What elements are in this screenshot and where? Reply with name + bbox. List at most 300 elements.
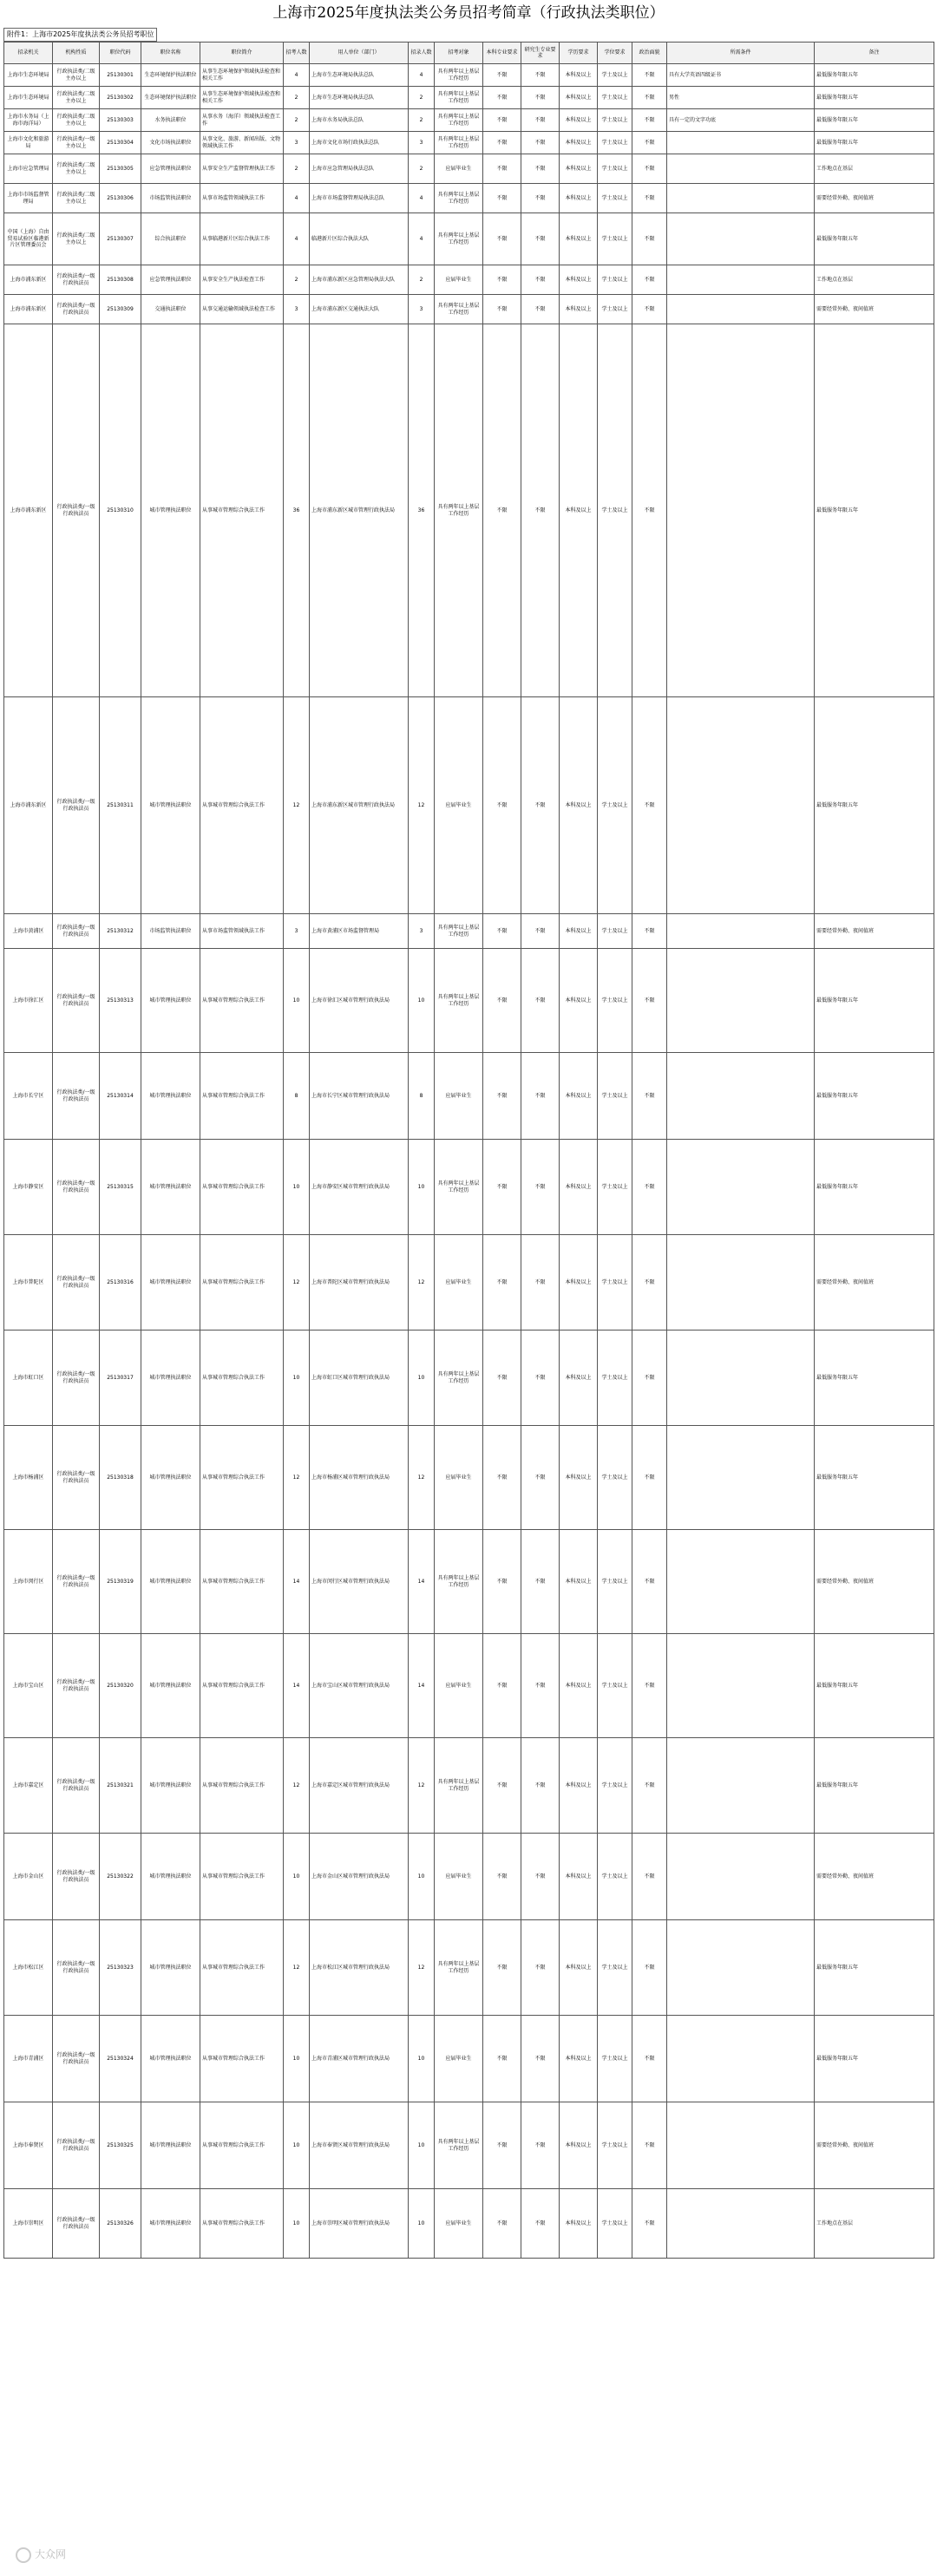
table-cell: 上海市普陀区 [4, 1235, 53, 1330]
table-cell: 不限 [521, 2189, 560, 2259]
table-cell: 2 [284, 154, 310, 184]
table-row [4, 1530, 934, 1634]
table-cell: 具有两年以上基层工作经历 [435, 64, 483, 87]
table-cell: 25130325 [100, 2102, 141, 2189]
table-cell: 上海市浦东新区城市管理行政执法局 [310, 697, 409, 914]
table-cell: 不限 [632, 949, 667, 1053]
table-cell: 本科及以上 [560, 2016, 598, 2102]
table-cell: 上海市静安区 [4, 1140, 53, 1235]
table-cell: 本科及以上 [560, 1140, 598, 1235]
table-cell: 上海市奉贤区 [4, 2102, 53, 2189]
table-cell: 上海市应急管理局执法总队 [310, 154, 409, 184]
table-cell: 学士及以上 [598, 1634, 632, 1738]
table-cell: 上海市水务局（上海市海洋局） [4, 109, 53, 132]
table-cell: 上海市徐汇区城市管理行政执法局 [310, 949, 409, 1053]
table-cell: 具有大学英语四级证书 [667, 64, 815, 87]
table-cell: 学士及以上 [598, 213, 632, 265]
table-cell: 本科及以上 [560, 1634, 598, 1738]
table-cell: 不限 [483, 1634, 521, 1738]
table-cell: 不限 [483, 697, 521, 914]
table-cell: 25130313 [100, 949, 141, 1053]
table-cell: 上海市徐汇区 [4, 949, 53, 1053]
table-row [4, 1634, 934, 1738]
table-cell: 从事安全生产执法检查工作 [200, 265, 284, 295]
table-cell: 上海市宝山区 [4, 1634, 53, 1738]
table-cell: 城市管理执法职位 [141, 2016, 200, 2102]
table-cell: 25130320 [100, 1634, 141, 1738]
table-cell: 上海市松江区 [4, 1920, 53, 2016]
table-cell: 10 [409, 2016, 435, 2102]
table-cell: 本科及以上 [560, 295, 598, 324]
table-cell: 上海市浦东新区城市管理行政执法局 [310, 324, 409, 697]
table-cell: 具有两年以上基层工作经历 [435, 324, 483, 697]
table-cell: 25130316 [100, 1235, 141, 1330]
table-cell: 学士及以上 [598, 2102, 632, 2189]
table-cell: 不限 [632, 109, 667, 132]
table-cell: 行政执法类/一级行政执法员 [53, 295, 100, 324]
table-cell: 城市管理执法职位 [141, 1738, 200, 1834]
table-cell: 25130302 [100, 87, 141, 109]
table-cell: 行政执法类/一级行政执法员 [53, 1634, 100, 1738]
header-cell: 用人单位（部门） [310, 42, 409, 64]
table-cell: 3 [409, 132, 435, 154]
table-cell: 学士及以上 [598, 154, 632, 184]
table-cell: 不限 [521, 1634, 560, 1738]
table-cell: 应届毕业生 [435, 2016, 483, 2102]
table-cell: 上海市奉贤区城市管理行政执法局 [310, 2102, 409, 2189]
table-cell: 学士及以上 [598, 324, 632, 697]
table-cell: 行政执法类/二级主办以上 [53, 213, 100, 265]
table-cell: 25130304 [100, 132, 141, 154]
table-cell: 行政执法类/一级行政执法员 [53, 1053, 100, 1140]
table-cell: 从事城市管理综合执法工作 [200, 2102, 284, 2189]
table-cell: 12 [284, 1426, 310, 1530]
table-cell: 城市管理执法职位 [141, 949, 200, 1053]
table-cell: 上海市生态环境局执法总队 [310, 87, 409, 109]
table-cell: 2 [284, 109, 310, 132]
header-cell: 招录机关 [4, 42, 53, 64]
positions-table [3, 42, 934, 2259]
table-cell: 本科及以上 [560, 1920, 598, 2016]
table-cell: 不限 [483, 1426, 521, 1530]
table-cell: 上海市普陀区城市管理行政执法局 [310, 1235, 409, 1330]
document-title: 上海市2025年度执法类公务员招考简章（行政执法类职位） [272, 4, 665, 22]
table-cell: 学士及以上 [598, 914, 632, 949]
table-cell: 具有两年以上基层工作经历 [435, 949, 483, 1053]
table-row [4, 2102, 934, 2189]
table-cell: 具有两年以上基层工作经历 [435, 1140, 483, 1235]
table-cell: 25130323 [100, 1920, 141, 2016]
table-row [4, 1920, 934, 2016]
table-row [4, 64, 934, 87]
table-cell: 最低服务年限五年 [815, 1330, 934, 1426]
table-cell: 学士及以上 [598, 1053, 632, 1140]
table-row [4, 184, 934, 213]
table-cell: 不限 [632, 295, 667, 324]
table-cell: 应届毕业生 [435, 154, 483, 184]
table-cell: 25130315 [100, 1140, 141, 1235]
table-cell: 行政执法类/一级行政执法员 [53, 265, 100, 295]
table-cell: 不限 [521, 2016, 560, 2102]
table-cell [667, 1634, 815, 1738]
table-cell: 行政执法类/一级行政执法员 [53, 949, 100, 1053]
table-cell: 从事交通运输领域执法检查工作 [200, 295, 284, 324]
table-cell: 上海市金山区城市管理行政执法局 [310, 1834, 409, 1920]
table-cell: 城市管理执法职位 [141, 2102, 200, 2189]
table-cell: 不限 [632, 64, 667, 87]
table-row [4, 1235, 934, 1330]
table-cell: 生态环境保护执法职位 [141, 87, 200, 109]
table-cell: 10 [409, 949, 435, 1053]
table-cell: 需要经常外勤、夜间值班 [815, 184, 934, 213]
table-cell: 行政执法类/二级主办以上 [53, 87, 100, 109]
table-cell: 不限 [632, 184, 667, 213]
table-row [4, 1330, 934, 1426]
table-cell: 工作地点在基层 [815, 265, 934, 295]
table-cell: 学士及以上 [598, 2189, 632, 2259]
table-cell: 上海市杨浦区 [4, 1426, 53, 1530]
table-cell: 城市管理执法职位 [141, 1834, 200, 1920]
table-cell: 12 [409, 1920, 435, 2016]
table-cell: 不限 [483, 295, 521, 324]
table-cell: 行政执法类/一级主办以上 [53, 132, 100, 154]
table-cell: 不限 [521, 1426, 560, 1530]
table-cell: 需要经常外勤、夜间值班 [815, 1834, 934, 1920]
table-cell: 不限 [521, 213, 560, 265]
table-cell [667, 154, 815, 184]
table-cell: 4 [284, 213, 310, 265]
table-cell: 上海市杨浦区城市管理行政执法局 [310, 1426, 409, 1530]
table-cell: 应届毕业生 [435, 1426, 483, 1530]
table-cell: 本科及以上 [560, 949, 598, 1053]
table-cell: 最低服务年限五年 [815, 949, 934, 1053]
table-cell: 不限 [521, 1053, 560, 1140]
table-cell: 应届毕业生 [435, 1834, 483, 1920]
table-cell: 市场监管执法职位 [141, 184, 200, 213]
table-cell: 上海市崇明区城市管理行政执法局 [310, 2189, 409, 2259]
table-cell: 不限 [521, 184, 560, 213]
table-cell: 最低服务年限五年 [815, 1053, 934, 1140]
table-cell: 10 [409, 2102, 435, 2189]
table-cell: 本科及以上 [560, 2102, 598, 2189]
table-cell: 上海市崇明区 [4, 2189, 53, 2259]
table-cell: 最低服务年限五年 [815, 1426, 934, 1530]
table-cell: 上海市浦东新区 [4, 697, 53, 914]
table-cell [667, 1235, 815, 1330]
table-cell: 不限 [632, 1738, 667, 1834]
table-cell: 不限 [521, 295, 560, 324]
table-cell: 不限 [521, 265, 560, 295]
table-cell: 上海市青浦区 [4, 2016, 53, 2102]
table-cell: 本科及以上 [560, 1235, 598, 1330]
table-cell: 行政执法类/一级行政执法员 [53, 2102, 100, 2189]
table-cell: 上海市黄浦区市场监督管理局 [310, 914, 409, 949]
table-cell: 10 [284, 949, 310, 1053]
table-cell: 具有两年以上基层工作经历 [435, 1738, 483, 1834]
table-cell: 需要经常外勤、夜间值班 [815, 295, 934, 324]
table-cell: 不限 [521, 1738, 560, 1834]
table-cell: 中国（上海）自由贸易试验区临港新片区管理委员会 [4, 213, 53, 265]
table-cell: 最低服务年限五年 [815, 697, 934, 914]
table-cell: 上海市长宁区城市管理行政执法局 [310, 1053, 409, 1140]
table-row [4, 324, 934, 697]
table-cell [667, 184, 815, 213]
table-cell: 上海市生态环境局 [4, 64, 53, 87]
table-cell: 学士及以上 [598, 1426, 632, 1530]
table-cell: 本科及以上 [560, 154, 598, 184]
table-cell: 不限 [483, 154, 521, 184]
table-cell: 8 [409, 1053, 435, 1140]
table-header-row [4, 42, 934, 64]
table-cell: 不限 [632, 1834, 667, 1920]
table-cell: 不限 [632, 1426, 667, 1530]
table-cell: 不限 [521, 1834, 560, 1920]
table-cell: 上海市市场监督管理局 [4, 184, 53, 213]
table-cell: 不限 [483, 1235, 521, 1330]
table-cell: 学士及以上 [598, 1920, 632, 2016]
table-cell: 学士及以上 [598, 1140, 632, 1235]
table-cell [667, 1426, 815, 1530]
table-cell: 4 [409, 184, 435, 213]
table-cell: 不限 [483, 184, 521, 213]
table-cell: 从事城市管理综合执法工作 [200, 1738, 284, 1834]
table-cell [667, 1738, 815, 1834]
table-cell: 25130301 [100, 64, 141, 87]
table-cell: 4 [284, 64, 310, 87]
table-cell: 行政执法类/一级行政执法员 [53, 1834, 100, 1920]
table-cell: 行政执法类/一级行政执法员 [53, 2189, 100, 2259]
table-cell: 行政执法类/一级行政执法员 [53, 1235, 100, 1330]
table-cell: 10 [284, 1330, 310, 1426]
table-cell: 不限 [483, 2189, 521, 2259]
table-cell: 具有两年以上基层工作经历 [435, 184, 483, 213]
table-cell: 最低服务年限五年 [815, 109, 934, 132]
table-row [4, 295, 934, 324]
table-cell: 14 [409, 1530, 435, 1634]
table-cell: 从事城市管理综合执法工作 [200, 1140, 284, 1235]
header-cell: 招考对象 [435, 42, 483, 64]
table-cell [667, 1530, 815, 1634]
table-row [4, 949, 934, 1053]
table-cell: 具有两年以上基层工作经历 [435, 295, 483, 324]
table-row [4, 213, 934, 265]
table-cell [667, 2102, 815, 2189]
table-cell: 学士及以上 [598, 1738, 632, 1834]
header-cell: 招录人数 [409, 42, 435, 64]
table-cell: 具有两年以上基层工作经历 [435, 213, 483, 265]
table-cell: 10 [284, 1140, 310, 1235]
table-cell: 市场监管执法职位 [141, 914, 200, 949]
table-cell: 具有一定的文字功底 [667, 109, 815, 132]
table-cell: 本科及以上 [560, 213, 598, 265]
table-cell: 应急管理执法职位 [141, 154, 200, 184]
table-cell: 上海市虹口区 [4, 1330, 53, 1426]
header-cell: 研究生专业要求 [521, 42, 560, 64]
table-cell: 行政执法类/二级主办以上 [53, 64, 100, 87]
table-cell: 学士及以上 [598, 1235, 632, 1330]
table-cell: 本科及以上 [560, 265, 598, 295]
table-cell: 不限 [632, 154, 667, 184]
table-cell: 本科及以上 [560, 87, 598, 109]
table-cell: 上海市生态环境局执法总队 [310, 64, 409, 87]
table-cell: 不限 [632, 132, 667, 154]
table-cell: 3 [284, 132, 310, 154]
table-cell: 文化市场执法职位 [141, 132, 200, 154]
table-cell: 上海市生态环境局 [4, 87, 53, 109]
table-cell: 上海市文化和旅游局 [4, 132, 53, 154]
table-cell: 不限 [521, 1330, 560, 1426]
table-cell: 行政执法类/一级行政执法员 [53, 1738, 100, 1834]
table-cell: 25130324 [100, 2016, 141, 2102]
table-cell: 12 [409, 1235, 435, 1330]
table-cell: 本科及以上 [560, 184, 598, 213]
table-cell: 不限 [521, 2102, 560, 2189]
table-cell: 行政执法类/一级行政执法员 [53, 2016, 100, 2102]
table-cell: 学士及以上 [598, 1530, 632, 1634]
table-cell: 从事城市管理综合执法工作 [200, 697, 284, 914]
header-cell: 职位名称 [141, 42, 200, 64]
table-cell: 不限 [632, 1140, 667, 1235]
table-cell: 城市管理执法职位 [141, 1140, 200, 1235]
table-cell: 本科及以上 [560, 914, 598, 949]
table-cell: 行政执法类/二级主办以上 [53, 184, 100, 213]
table-cell: 2 [409, 87, 435, 109]
table-cell: 具有两年以上基层工作经历 [435, 132, 483, 154]
table-cell: 从事文化、旅游、新闻出版、文物领域执法工作 [200, 132, 284, 154]
table-cell: 从事城市管理综合执法工作 [200, 1053, 284, 1140]
table-cell: 不限 [483, 1530, 521, 1634]
header-cell: 学位要求 [598, 42, 632, 64]
table-cell: 最低服务年限五年 [815, 1738, 934, 1834]
table-cell: 应急管理执法职位 [141, 265, 200, 295]
table-cell: 25130306 [100, 184, 141, 213]
table-cell: 不限 [632, 1330, 667, 1426]
table-cell: 12 [409, 697, 435, 914]
table-cell: 10 [409, 2189, 435, 2259]
table-cell: 10 [284, 2016, 310, 2102]
table-cell: 具有两年以上基层工作经历 [435, 87, 483, 109]
table-cell: 8 [284, 1053, 310, 1140]
watermark [16, 2547, 66, 2563]
table-cell: 从事城市管理综合执法工作 [200, 1530, 284, 1634]
table-cell: 10 [409, 1330, 435, 1426]
table-cell: 不限 [483, 109, 521, 132]
table-cell: 工作地点在基层 [815, 2189, 934, 2259]
table-cell [667, 914, 815, 949]
table-cell: 学士及以上 [598, 132, 632, 154]
table-cell: 14 [409, 1634, 435, 1738]
table-cell: 上海市宝山区城市管理行政执法局 [310, 1634, 409, 1738]
table-cell: 不限 [521, 949, 560, 1053]
table-row [4, 154, 934, 184]
table-cell: 25130303 [100, 109, 141, 132]
table-cell: 不限 [521, 154, 560, 184]
table-cell: 不限 [521, 1235, 560, 1330]
table-cell: 36 [284, 324, 310, 697]
table-cell: 本科及以上 [560, 1053, 598, 1140]
table-cell: 最低服务年限五年 [815, 87, 934, 109]
table-cell: 3 [284, 914, 310, 949]
table-cell: 不限 [521, 697, 560, 914]
header-cell: 政治面貌 [632, 42, 667, 64]
table-cell: 应届毕业生 [435, 2189, 483, 2259]
table-cell: 应届毕业生 [435, 1235, 483, 1330]
table-cell: 14 [284, 1634, 310, 1738]
table-cell: 学士及以上 [598, 109, 632, 132]
table-cell: 10 [284, 2189, 310, 2259]
table-cell: 学士及以上 [598, 87, 632, 109]
table-cell: 不限 [632, 1053, 667, 1140]
table-cell: 上海市黄浦区 [4, 914, 53, 949]
table-cell: 12 [409, 1738, 435, 1834]
table-cell: 不限 [632, 324, 667, 697]
table-cell: 最低服务年限五年 [815, 1634, 934, 1738]
table-cell: 需要经常外勤、夜间值班 [815, 1530, 934, 1634]
table-cell: 不限 [483, 1920, 521, 2016]
table-cell: 城市管理执法职位 [141, 1235, 200, 1330]
table-cell: 4 [409, 213, 435, 265]
table-cell: 应届毕业生 [435, 265, 483, 295]
table-row [4, 914, 934, 949]
table-cell: 25130319 [100, 1530, 141, 1634]
table-cell: 从事城市管理综合执法工作 [200, 1920, 284, 2016]
table-cell: 12 [284, 697, 310, 914]
table-cell [667, 2016, 815, 2102]
table-cell: 不限 [483, 132, 521, 154]
table-cell: 城市管理执法职位 [141, 1426, 200, 1530]
header-cell: 本科专业要求 [483, 42, 521, 64]
table-cell: 不限 [521, 914, 560, 949]
table-cell: 从事临港新片区综合执法工作 [200, 213, 284, 265]
table-cell: 从事安全生产监督管理执法工作 [200, 154, 284, 184]
table-row [4, 132, 934, 154]
table-cell: 从事城市管理综合执法工作 [200, 2016, 284, 2102]
table-cell: 需要经常外勤、夜间值班 [815, 914, 934, 949]
table-cell: 行政执法类/一级行政执法员 [53, 697, 100, 914]
table-cell: 从事水务（海洋）领域执法检查工作 [200, 109, 284, 132]
table-cell [667, 697, 815, 914]
table-cell: 不限 [483, 213, 521, 265]
table-cell: 10 [409, 1834, 435, 1920]
table-cell: 上海市虹口区城市管理行政执法局 [310, 1330, 409, 1426]
table-cell: 不限 [632, 1530, 667, 1634]
table-cell: 25130310 [100, 324, 141, 697]
table-row [4, 1738, 934, 1834]
table-row [4, 2016, 934, 2102]
table-cell: 不限 [632, 914, 667, 949]
table-cell: 12 [409, 1426, 435, 1530]
table-cell: 3 [409, 914, 435, 949]
table-cell: 不限 [521, 324, 560, 697]
table-cell: 25130314 [100, 1053, 141, 1140]
table-cell: 应届毕业生 [435, 1053, 483, 1140]
table-cell: 行政执法类/一级行政执法员 [53, 914, 100, 949]
table-cell: 生态环境保护执法职位 [141, 64, 200, 87]
table-cell: 本科及以上 [560, 109, 598, 132]
table-cell: 不限 [521, 87, 560, 109]
table-cell: 上海市嘉定区城市管理行政执法局 [310, 1738, 409, 1834]
table-cell: 水务执法职位 [141, 109, 200, 132]
table-cell: 本科及以上 [560, 2189, 598, 2259]
table-cell: 最低服务年限五年 [815, 2016, 934, 2102]
table-cell: 本科及以上 [560, 1738, 598, 1834]
table-cell: 具有两年以上基层工作经历 [435, 914, 483, 949]
table-cell: 25130318 [100, 1426, 141, 1530]
table-cell [667, 132, 815, 154]
table-cell: 工作地点在基层 [815, 154, 934, 184]
table-cell: 从事城市管理综合执法工作 [200, 1235, 284, 1330]
table-cell: 25130309 [100, 295, 141, 324]
